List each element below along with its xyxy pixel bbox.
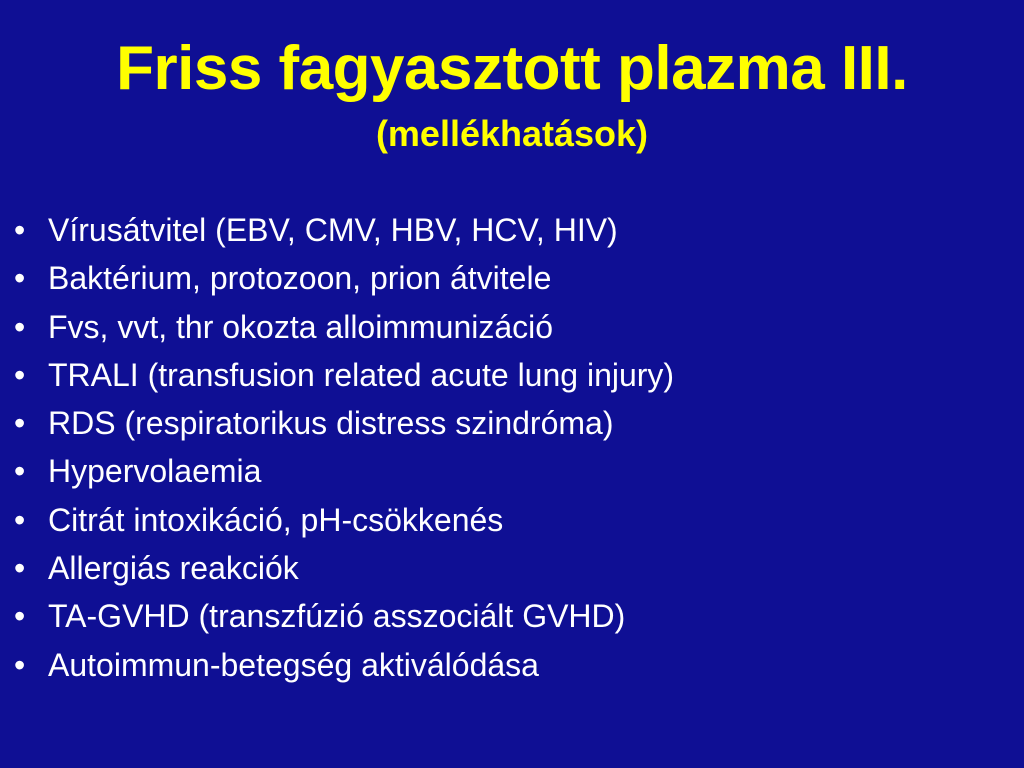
bullet-list xyxy=(14,206,1004,689)
bullet-item xyxy=(14,303,1004,351)
bullet-icon: • xyxy=(14,212,26,248)
bullet-icon: • xyxy=(14,308,26,345)
bullet-icon: • xyxy=(14,646,26,683)
bullet-icon: • xyxy=(14,598,26,635)
bullet-text: Autoimmun-betegség aktiválódása xyxy=(48,646,539,683)
bullet-icon: • xyxy=(14,501,26,538)
bullet-icon: • xyxy=(14,260,26,297)
bullet-text: Allergiás reakciók xyxy=(48,550,299,587)
bullet-text: TA-GVHD (transzfúzió asszociált GVHD) xyxy=(48,598,626,635)
bullet-text: RDS (respiratorikus distress szindróma) xyxy=(48,405,614,442)
bullet-icon: • xyxy=(14,356,26,393)
bullet-icon: • xyxy=(14,405,26,442)
bullet-text: Baktérium, protozoon, prion átvitele xyxy=(48,260,552,297)
bullet-item xyxy=(14,544,1004,592)
bullet-icon: • xyxy=(14,550,26,587)
bullet-text: Vírusátvitel (EBV, CMV, HBV, HCV, HIV) xyxy=(48,212,618,248)
bullet-text: Hypervolaemia xyxy=(48,453,262,490)
bullet-item xyxy=(14,496,1004,544)
bullet-item xyxy=(14,641,1004,689)
bullet-text: Citrát intoxikáció, pH-csökkenés xyxy=(48,501,504,538)
bullet-item xyxy=(14,399,1004,447)
bullet-item xyxy=(14,206,1004,254)
bullet-icon: • xyxy=(14,453,26,490)
bullet-text: Fvs, vvt, thr okozta alloimmunizáció xyxy=(48,308,554,345)
slide-title: Friss fagyasztott plazma III. xyxy=(116,34,908,103)
bullet-item xyxy=(14,592,1004,640)
bullet-item xyxy=(14,254,1004,302)
slide-subtitle: (mellékhatások) xyxy=(375,113,649,154)
bullet-item xyxy=(14,351,1004,399)
bullet-item xyxy=(14,447,1004,495)
bullet-text: TRALI (transfusion related acute lung injury) xyxy=(48,356,675,393)
